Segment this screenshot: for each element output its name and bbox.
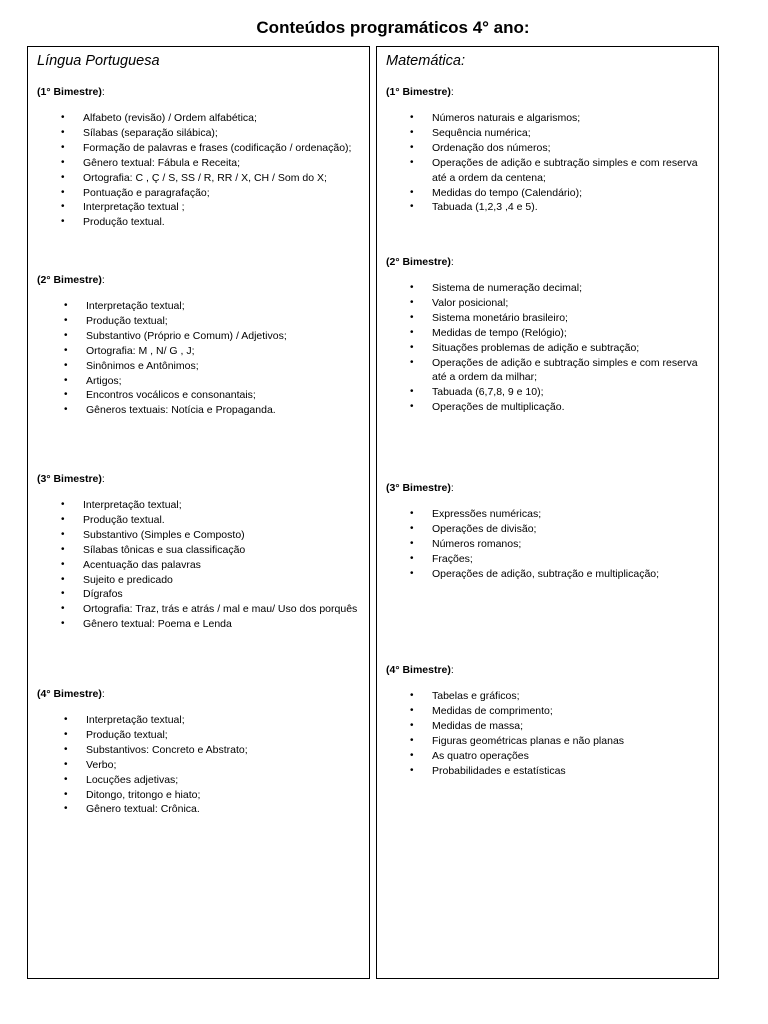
list-item: • Artigos; (37, 374, 363, 389)
list-item: • Substantivos: Concreto e Abstrato; (37, 743, 363, 758)
topic-list (37, 111, 363, 230)
list-item: • Ortografia: C , Ç / S, SS / R, RR / X, CH / Som do X; (37, 171, 363, 186)
section-title: (3° Bimestre): (37, 473, 105, 485)
list-item: • Produção textual; (37, 314, 363, 329)
list-item: • Interpretação textual ; (37, 200, 363, 215)
list-item: • Probabilidades e estatísticas (386, 764, 712, 779)
list-item: • Encontros vocálicos e consonantais; (37, 388, 363, 403)
list-item: • Pontuação e paragrafação; (37, 186, 363, 201)
list-item: • Produção textual; (37, 728, 363, 743)
topic-list (37, 299, 363, 418)
list-item: • Formação de palavras e frases (codificação / ordenação); (37, 141, 363, 156)
list-item: • Medidas de massa; (386, 719, 712, 734)
list-item: • Sinônimos e Antônimos; (37, 359, 363, 374)
topic-list (386, 689, 712, 778)
math-bimester-4 (386, 661, 712, 778)
list-item: • Dígrafos (37, 587, 363, 602)
column-heading-math: Matemática: (386, 53, 465, 69)
list-item: • Gênero textual: Crônica. (37, 802, 363, 817)
list-item: • Medidas do tempo (Calendário); (386, 186, 712, 201)
list-item: • Sequência numérica; (386, 126, 712, 141)
topic-list (37, 498, 363, 632)
page-title: Conteúdos programáticos 4° ano: (256, 18, 530, 37)
list-item: • Verbo; (37, 758, 363, 773)
portuguese-bimester-4 (37, 685, 363, 817)
list-item: • Ordenação dos números; (386, 141, 712, 156)
list-item: • As quatro operações (386, 749, 712, 764)
portuguese-bimester-1 (37, 83, 363, 230)
portuguese-bimester-3 (37, 470, 363, 632)
list-item: • Operações de adição, subtração e multiplicação; (386, 567, 712, 582)
list-item: • Gênero textual: Fábula e Receita; (37, 156, 363, 171)
list-item: • Operações de multiplicação. (386, 400, 712, 415)
list-item: • Alfabeto (revisão) / Ordem alfabética; (37, 111, 363, 126)
list-item: • Frações; (386, 552, 712, 567)
topic-list (386, 281, 712, 415)
list-item: • Sistema de numeração decimal; (386, 281, 712, 296)
list-item: • Interpretação textual; (37, 299, 363, 314)
list-item: • Figuras geométricas planas e não planas (386, 734, 712, 749)
math-column (376, 46, 719, 979)
list-item: • Sílabas (separação silábica); (37, 126, 363, 141)
math-bimester-1 (386, 83, 712, 215)
math-bimester-2 (386, 253, 712, 415)
section-title: (1° Bimestre): (37, 86, 105, 98)
list-item: • Operações de adição e subtração simples e com reserva até a ordem da centena; (386, 156, 712, 186)
portuguese-column (27, 46, 370, 979)
list-item: • Expressões numéricas; (386, 507, 712, 522)
list-item: • Medidas de comprimento; (386, 704, 712, 719)
list-item: • Ortografia: M , N/ G , J; (37, 344, 363, 359)
list-item: • Números romanos; (386, 537, 712, 552)
section-title: (3° Bimestre): (386, 482, 454, 494)
list-item: • Números naturais e algarismos; (386, 111, 712, 126)
list-item: • Substantivo (Próprio e Comum) / Adjetivos; (37, 329, 363, 344)
list-item: • Gêneros textuais: Notícia e Propaganda. (37, 403, 363, 418)
list-item: • Acentuação das palavras (37, 558, 363, 573)
math-bimester-3 (386, 479, 712, 582)
list-item: • Locuções adjetivas; (37, 773, 363, 788)
list-item: • Sistema monetário brasileiro; (386, 311, 712, 326)
section-title: (2° Bimestre): (37, 274, 105, 286)
list-item: • Situações problemas de adição e subtração; (386, 341, 712, 356)
column-heading-portuguese: Língua Portuguesa (37, 53, 160, 69)
section-title: (2° Bimestre): (386, 256, 454, 268)
list-item: • Sílabas tônicas e sua classificação (37, 543, 363, 558)
list-item: • Interpretação textual; (37, 713, 363, 728)
section-title: (1° Bimestre): (386, 86, 454, 98)
list-item: • Valor posicional; (386, 296, 712, 311)
list-item: • Interpretação textual; (37, 498, 363, 513)
list-item: • Operações de adição e subtração simples e com reserva até a ordem da milhar; (386, 356, 712, 386)
list-item: • Operações de divisão; (386, 522, 712, 537)
section-title: (4° Bimestre): (37, 688, 105, 700)
list-item: • Produção textual. (37, 215, 363, 230)
list-item: • Sujeito e predicado (37, 573, 363, 588)
portuguese-bimester-2 (37, 271, 363, 418)
list-item: • Tabuada (1,2,3 ,4 e 5). (386, 200, 712, 215)
section-title: (4° Bimestre): (386, 664, 454, 676)
topic-list (386, 507, 712, 582)
list-item: • Ortografia: Traz, trás e atrás / mal e mau/ Uso dos porquês (37, 602, 363, 617)
topic-list (386, 111, 712, 215)
list-item: • Medidas de tempo (Relógio); (386, 326, 712, 341)
list-item: • Tabelas e gráficos; (386, 689, 712, 704)
list-item: • Gênero textual: Poema e Lenda (37, 617, 363, 632)
list-item: • Substantivo (Simples e Composto) (37, 528, 363, 543)
list-item: • Produção textual. (37, 513, 363, 528)
list-item: • Tabuada (6,7,8, 9 e 10); (386, 385, 712, 400)
list-item: • Ditongo, tritongo e hiato; (37, 788, 363, 803)
topic-list (37, 713, 363, 817)
